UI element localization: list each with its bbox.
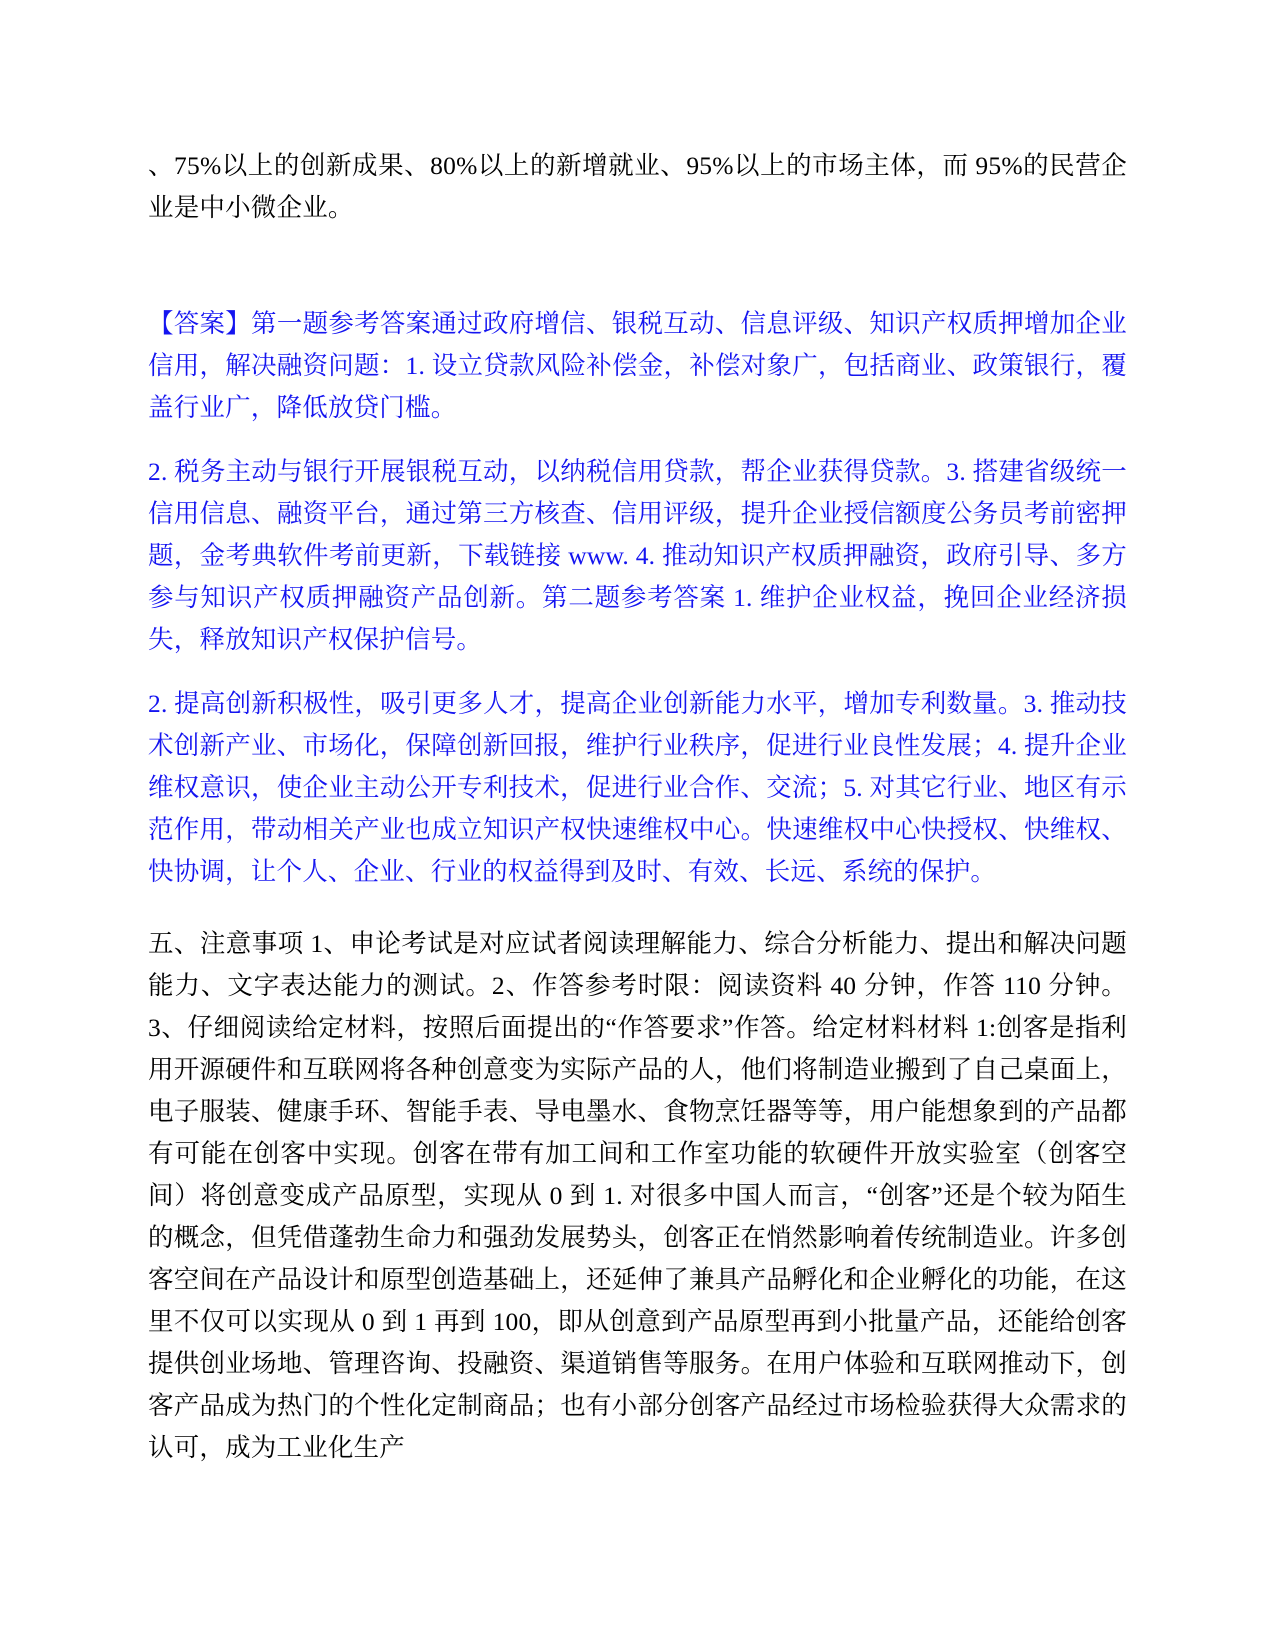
paragraph-spacer [148, 429, 1127, 451]
paragraph-spacer [148, 661, 1127, 683]
paragraph-spacer [148, 229, 1127, 303]
answer-paragraph-3: 2. 提高创新积极性，吸引更多人才，提高企业创新能力水平，增加专利数量。3. 推动技术创新产业、市场化，保障创新回报，维护行业秩序，促进行业良性发展；4. 提升企业维权意识，使企业主动公开专利技术，促进行业合作、交流；5. 对其它行业、地区有示范作用，带动相关产业也成立知识产权快速维权中心。快速维权中心快授权、快维权、快协调，让个人、企业、行业的权益得到及时、有效、长远、系统的保护。 [148, 689, 1127, 886]
answer-paragraph-2: 2. 税务主动与银行开展银税互动，以纳税信用贷款，帮企业获得贷款。3. 搭建省级统一信用信息、融资平台，通过第三方核查、信用评级，提升企业授信额度公务员考前密押题，金考典软件考前更新，下载链接 www. 4. 推动知识产权质押融资，政府引导、多方参与知识产权质押融资产品创新。第二题参考答案 1. 维护企业权益，挽回企业经济损失，释放知识产权保护信号。 [148, 457, 1127, 654]
notes-paragraph: 五、注意事项 1、申论考试是对应试者阅读理解能力、综合分析能力、提出和解决问题能力、文字表达能力的测试。2、作答参考时限：阅读资料 40 分钟，作答 110 分钟。3、仔细阅读给定材料，按照后面提出的“作答要求”作答。给定材料材料 1:创客是指利用开源硬件和互联网将各种创意变为实际产品的人，他们将制造业搬到了自己桌面上，电子服装、健康手环、智能手表、导电墨水、食物烹饪器等等，用户能想象到的产品都有可能在创客中实现。创客在带有加工间和工作室功能的软硬件开放实验室（创客空间）将创意变成产品原型，实现从 0 到 1. 对很多中国人而言，“创客”还是个较为陌生的概念，但凭借蓬勃生命力和强劲发展势头，创客正在悄然影响着传统制造业。许多创客空间在产品设计和原型创造基础上，还延伸了兼具产品孵化和企业孵化的功能，在这里不仅可以实现从 0 到 1 再到 100，即从创意到产品原型再到小批量产品，还能给创客提供创业场地、管理咨询、投融资、渠道销售等服务。在用户体验和互联网推动下，创客产品成为热门的个性化定制商品；也有小部分创客产品经过市场检验获得大众需求的认可，成为工业化生产 [148, 929, 1127, 1462]
paragraph-spacer [148, 893, 1127, 923]
intro-paragraph: 、75%以上的创新成果、80%以上的新增就业、95%以上的市场主体，而 95%的民营企业是中小微企业。 [148, 151, 1127, 222]
answer-paragraph-1: 【答案】第一题参考答案通过政府增信、银税互动、信息评级、知识产权质押增加企业信用，解决融资问题：1. 设立贷款风险补偿金，补偿对象广，包括商业、政策银行，覆盖行业广，降低放贷门槛。 [148, 309, 1127, 422]
